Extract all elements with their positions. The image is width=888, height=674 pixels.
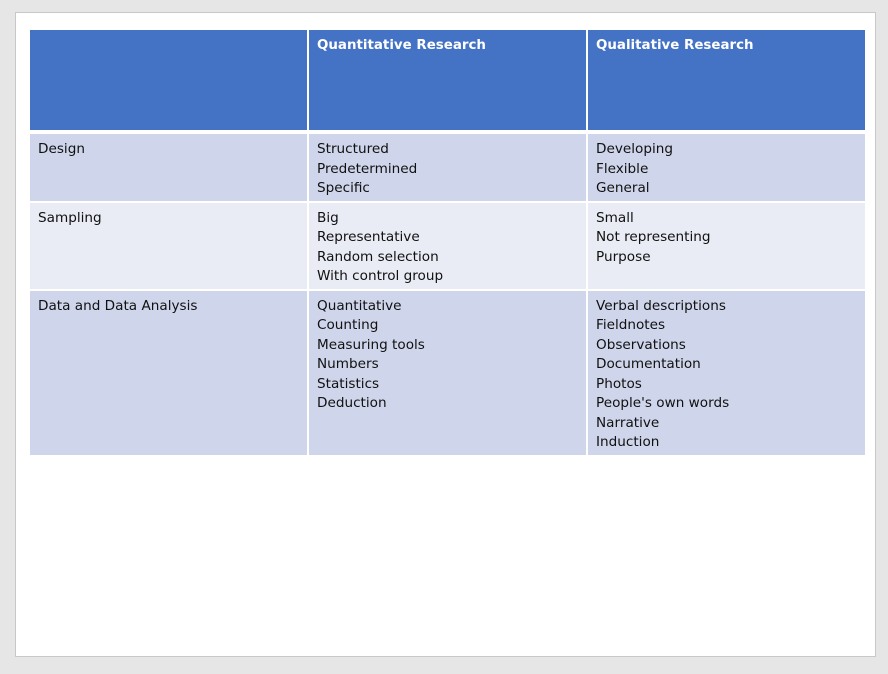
cell-data-analysis-qualitative <box>587 290 866 456</box>
header-cell-empty <box>29 29 308 132</box>
cell-line: Random selection <box>317 248 439 265</box>
cell-line: Quantitative <box>317 297 402 314</box>
row-label-sampling: Sampling <box>29 202 308 290</box>
cell-line: Specific <box>317 180 370 196</box>
cell-line: Statistics <box>317 375 380 392</box>
cell-line: Purpose <box>596 248 651 265</box>
cell-line: Photos <box>596 375 642 392</box>
cell-line: Narrative <box>596 414 660 431</box>
slide-canvas <box>15 12 876 657</box>
cell-line: Measuring tools <box>317 336 425 353</box>
cell-line: Fieldnotes <box>596 317 666 333</box>
header-cell-qualitative: Qualitative Research <box>587 29 866 132</box>
cell-sampling-qualitative <box>587 202 866 290</box>
header-cell-quantitative: Quantitative Research <box>308 29 587 132</box>
row-label-data-analysis: Data and Data Analysis <box>29 290 308 456</box>
cell-line: Numbers <box>317 356 379 372</box>
cell-line: Not representing <box>596 229 711 245</box>
cell-sampling-quantitative <box>308 202 587 290</box>
cell-design-qualitative <box>587 132 866 202</box>
table-header-row <box>29 29 866 132</box>
cell-line: Verbal descriptions <box>596 297 726 314</box>
cell-line: General <box>596 180 650 196</box>
cell-line: Deduction <box>317 395 387 411</box>
cell-line: Small <box>596 209 634 226</box>
comparison-table <box>28 28 867 457</box>
cell-line: Big <box>317 209 339 226</box>
cell-design-quantitative <box>308 132 587 202</box>
cell-line: Flexible <box>596 160 649 177</box>
cell-line: Structured <box>317 141 389 157</box>
cell-line: Developing <box>596 141 673 157</box>
cell-line: With control group <box>317 268 444 284</box>
cell-line: People's own words <box>596 395 730 411</box>
cell-line: Induction <box>596 434 660 450</box>
cell-line: Observations <box>596 336 686 353</box>
cell-data-analysis-quantitative <box>308 290 587 456</box>
table-row-design <box>29 132 866 202</box>
cell-line: Counting <box>317 317 379 333</box>
cell-line: Documentation <box>596 356 701 372</box>
cell-line: Predetermined <box>317 160 418 177</box>
table-row-data-analysis <box>29 290 866 456</box>
row-label-design: Design <box>29 132 308 202</box>
cell-line: Representative <box>317 229 420 245</box>
table-row-sampling <box>29 202 866 290</box>
